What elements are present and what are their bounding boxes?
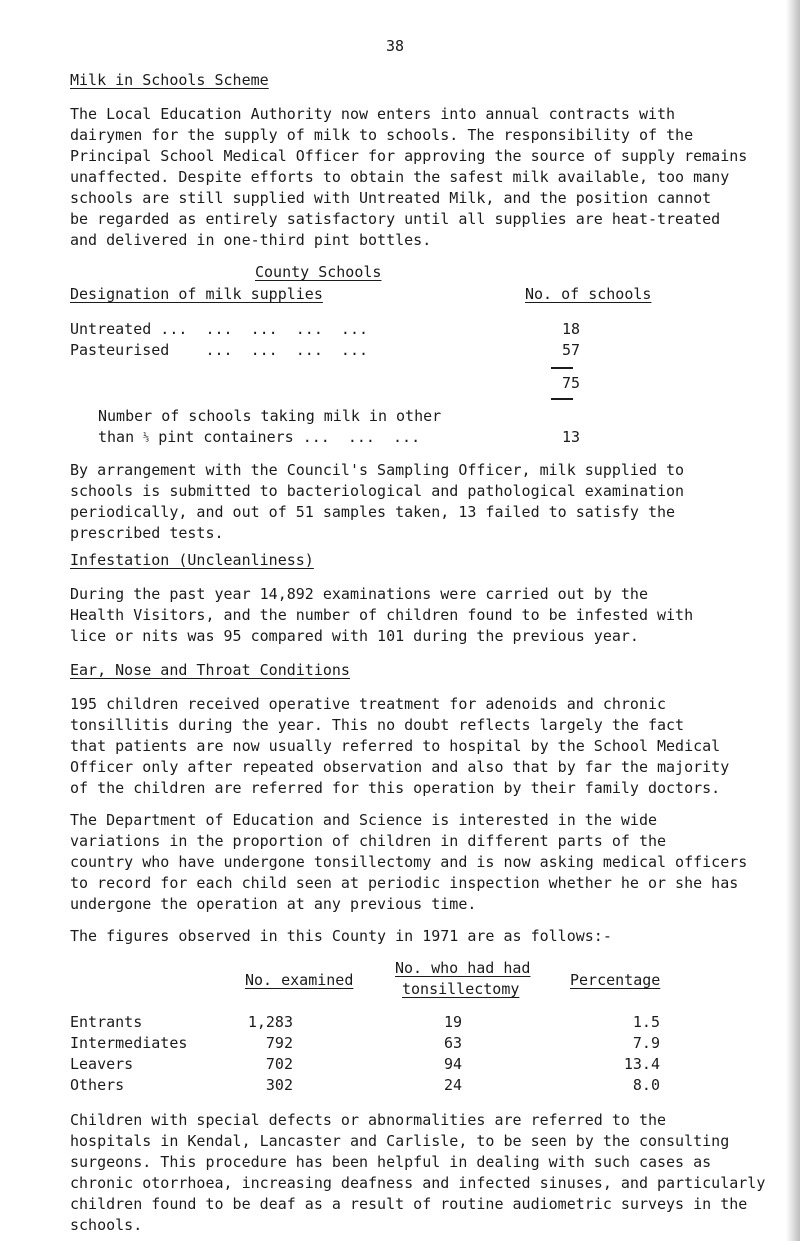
ent-paragraph-2: The Department of Education and Science is interested in the wide variations in the proportion of children in different parts of the country who have undergone tonsillectomy and is now asking medical officers to record for each child seen at periodic inspection whether he or she has undergone the operation at any previous time. — [70, 811, 748, 913]
tonsillectomy-column-header-1: No. who had had — [395, 959, 531, 977]
milk-row-pasteurised-value: 57 — [561, 341, 580, 359]
examined-cell: 792 — [265, 1034, 293, 1052]
group-cell: Leavers — [70, 1055, 134, 1073]
one-third-fraction: ⅓ — [143, 432, 150, 443]
milk-row-untreated-label: Untreated ... ... ... ... ... — [70, 320, 369, 338]
other-containers-line-1: Number of schools taking milk in other — [98, 407, 442, 425]
sampling-paragraph: By arrangement with the Council's Sampling Officer, milk supplied to schools is submitted to bacteriological and pathological examination periodically, and out of 51 samples taken, 13 failed to satisfy the prescribed tests. — [70, 461, 685, 542]
milk-row-pasteurised-label: Pasteurised ... ... ... ... — [70, 341, 369, 359]
group-cell: Intermediates — [70, 1034, 188, 1052]
percentage-cell: 7.9 — [632, 1034, 660, 1052]
total-rule-bottom — [551, 398, 573, 400]
figures-intro: The figures observed in this County in 1971 are as follows:- — [70, 927, 612, 945]
milk-row-untreated-value: 18 — [561, 320, 580, 338]
page-number: 38 — [386, 37, 405, 55]
number-of-schools-column-header: No. of schools — [525, 285, 652, 303]
percentage-cell: 8.0 — [632, 1076, 660, 1094]
percentage-cell: 1.5 — [632, 1013, 660, 1031]
group-cell: Entrants — [70, 1013, 143, 1031]
ent-paragraph-1: 195 children received operative treatment for adenoids and chronic tonsillitis during the year. This no doubt reflects largely the fact that patients are now usually referred to hospital by the School Medical Officer only after repeated observation and also that by far the majority of the children are referred for this operation by their family doctors. — [70, 695, 730, 797]
examined-cell: 302 — [265, 1076, 293, 1094]
percentage-cell: 13.4 — [623, 1055, 660, 1073]
tonsil-cell: 63 — [443, 1034, 462, 1052]
milk-total: 75 — [561, 374, 580, 392]
other-containers-prefix: than — [98, 428, 144, 446]
tonsil-cell: 24 — [443, 1076, 462, 1094]
infestation-heading: Infestation (Uncleanliness) — [70, 551, 314, 569]
county-schools-heading: County Schools — [255, 263, 382, 281]
infestation-paragraph: During the past year 14,892 examinations were carried out by the Health Visitors, and the number of children found to be infested with lice or nits was 95 compared with 101 during the previous year. — [70, 585, 694, 645]
ent-paragraph-3: Children with special defects or abnormalities are referred to the hospitals in Kendal, Lancaster and Carlisle, to be seen by the consulting surgeons. This procedure has been helpful in dealing with such cases as chronic otorrhoea, increasing deafness and infected sinuses, and particularly children found to be deaf as a result of routine audiometric surveys in the schools. — [70, 1111, 766, 1234]
milk-heading: Milk in Schools Scheme — [70, 71, 269, 89]
ent-heading: Ear, Nose and Throat Conditions — [70, 661, 350, 679]
scan-edge-shadow — [786, 0, 800, 1241]
tonsil-cell: 19 — [443, 1013, 462, 1031]
total-rule-top — [551, 367, 573, 369]
percentage-column-header: Percentage — [570, 971, 661, 989]
other-containers-line-2 — [98, 427, 420, 450]
examined-cell: 1,283 — [247, 1013, 293, 1031]
other-containers-suffix: pint containers ... ... ... — [149, 428, 421, 446]
group-cell: Others — [70, 1076, 125, 1094]
tonsil-cell: 94 — [443, 1055, 462, 1073]
milk-paragraph: The Local Education Authority now enters into annual contracts with dairymen for the supply of milk to schools. The responsibility of the Principal School Medical Officer for approving the source of supply remains unaffected. Despite efforts to obtain the safest milk available, too many schools are still supplied with Untreated Milk, and the position cannot be regarded as entirely satisfactory until all supplies are heat-treated and delivered in one-third pint bottles. — [70, 105, 748, 249]
examined-column-header: No. examined — [245, 971, 354, 989]
designation-column-header: Designation of milk supplies — [70, 285, 323, 303]
tonsillectomy-column-header-2: tonsillectomy — [402, 980, 520, 998]
other-containers-value: 13 — [561, 428, 580, 446]
examined-cell: 702 — [265, 1055, 293, 1073]
